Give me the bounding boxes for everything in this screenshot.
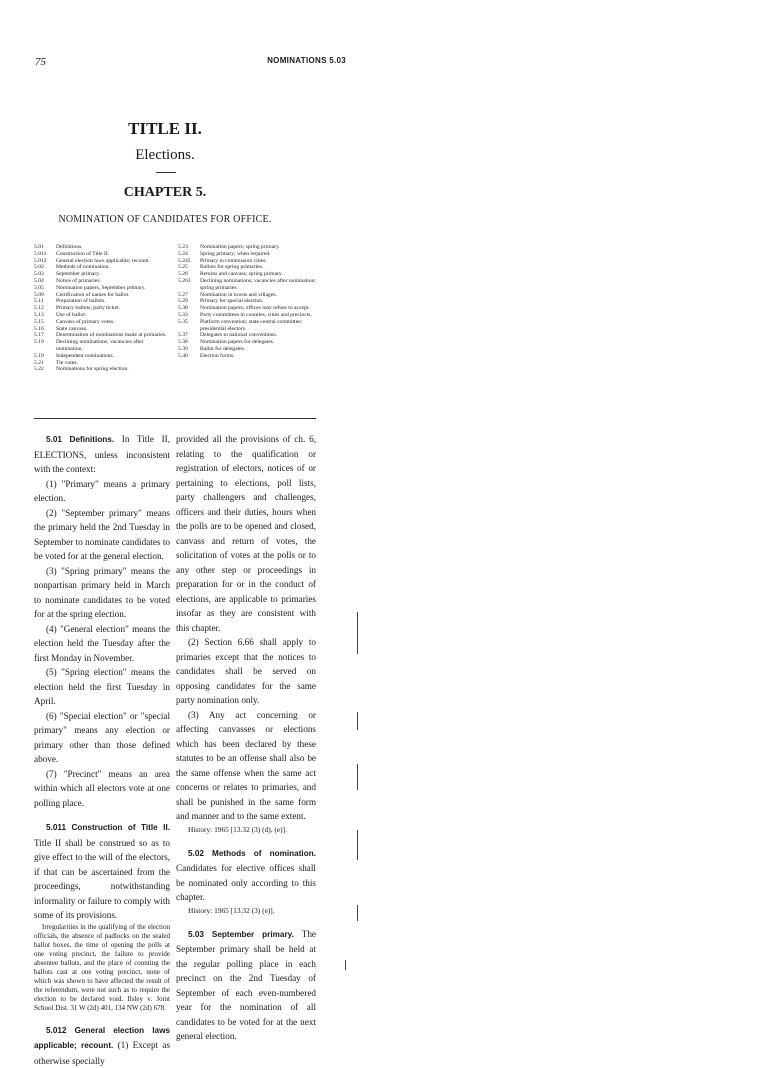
toc-section-number: 5.03	[34, 271, 44, 278]
toc-section-title: Nomination papers for delegates.	[200, 339, 275, 346]
toc-section-number: 5.27	[178, 291, 188, 298]
definition: (6) "Special election" or "special primary" means any election or primary other than those defined above.	[34, 710, 170, 764]
toc-section-title: Ballots for spring primaries.	[200, 264, 264, 271]
left-column	[34, 432, 170, 1068]
toc-left	[34, 244, 170, 373]
toc-section-title: Primary ballots; party ticket.	[56, 305, 121, 312]
toc-divider	[34, 418, 316, 419]
toc-section-number: 5.11	[34, 298, 44, 305]
section-text: Candidates for elective offices shall be nominated only according to this chapter.	[176, 863, 316, 902]
annotation-note: Irregularities in the qualifying of the election officials, the absence of padlocks on the sealed ballot boxes, the time of opening the polls at one voting precinct, the failure to provide absentee ballots, and the place of counting the ballots cast at one voting precinct, none of which was shown to have affected the result of the referendum, were not such as to require the election to be declared void. Ilsley v. Joint School Dist. 31 W (2d) 401, 134 NW (2d) 678.	[34, 922, 170, 1012]
toc-section-number: 5.39	[178, 345, 188, 352]
toc-section-number: 5.05	[34, 284, 44, 291]
toc-entry	[178, 278, 316, 292]
toc-section-title: Notice of primaries.	[56, 277, 101, 284]
toc-entry	[34, 312, 170, 319]
toc-section-number: 5.245	[178, 257, 191, 264]
toc-section-title: Construction of Title II.	[56, 250, 110, 257]
toc-section-number: 5.09	[34, 291, 44, 298]
toc-section-number: 5.24	[178, 250, 188, 257]
toc-section-title: Nominations for spring election.	[56, 366, 129, 373]
definition: (3) "Spring primary" means the nonpartisan primary held in March to nominate candidates to be voted for at the spring election.	[34, 565, 170, 619]
definition: (5) "Spring election" means the election held the first Tuesday in April.	[34, 667, 170, 706]
toc-section-title: Election forms.	[200, 352, 235, 359]
toc-section-title: Declining nominations; vacancies after nomination.	[56, 339, 144, 352]
section-text: The September primary shall be held at the regular polling place in each precinct on the 2nd Tuesday of September of each even-numbered year for the nomination of all candidates to be voted for at the next general election.	[176, 928, 316, 1041]
title-heading: TITLE II.	[128, 119, 202, 138]
toc-section-title: Returns and canvass; spring primary.	[200, 271, 283, 278]
toc-entry	[178, 251, 316, 258]
section-heading: 5.02 Methods of nomination.	[188, 848, 316, 858]
toc-section-number: 5.13	[34, 311, 44, 318]
section-text: (2) Section 6.66 shall apply to primaries except that the notices to candidates shall be served on opposing candidates for the same party nomination only.	[176, 637, 316, 705]
toc-section-title: Platform convention; state central committee; presidential electors.	[200, 318, 303, 332]
toc-entry	[34, 244, 170, 251]
toc-section-title: Definitions.	[56, 244, 83, 250]
toc-section-title: September primary.	[56, 271, 101, 278]
toc-entry	[178, 319, 316, 333]
definition: (7) "Precinct" means an area within which all electors vote at one polling place.	[34, 768, 170, 808]
toc-entry	[34, 285, 170, 292]
toc-section-number: 5.02	[34, 264, 44, 271]
toc-section-number: 5.29	[178, 298, 188, 305]
toc-entry	[178, 339, 316, 346]
toc-section-number: 5.25	[178, 264, 188, 271]
margin-mark	[357, 905, 358, 921]
toc-entry	[178, 353, 316, 360]
toc-section-number: 5.19	[34, 352, 44, 359]
toc-section-title: Certification of names for ballot.	[56, 291, 130, 298]
section-text: provided all the provisions of ch. 6, relating to the qualification or registration of electors, notices of or pertaining to elections, poll lists, party challengers and challenges, officers and their duties, hours when the polls are to be opened and closed, canvass and return of votes, the solicitation of votes at the polls or to any other step or proceedings in preparation for or in the conduct of elections, are applicable to primaries insofar as they are consistent with this chapter.	[176, 434, 316, 633]
toc-section-title: Independent nominations.	[56, 352, 115, 359]
chapter-subtitle: NOMINATION OF CANDIDATES FOR OFFICE.	[58, 214, 272, 225]
toc-entry	[34, 278, 170, 285]
toc-right	[178, 244, 316, 360]
definition: (1) "Primary" means a primary election.	[34, 478, 170, 503]
toc-entry	[34, 319, 170, 326]
toc-section-title: Tie votes.	[56, 359, 78, 366]
toc-section-number: 5.26	[178, 271, 188, 278]
toc-section-title: Nomination papers, September primary.	[56, 284, 146, 291]
history-note: History: 1965 [13.32 (3) (d), (e)].	[188, 824, 287, 834]
right-column	[176, 432, 316, 1044]
toc-section-number: 5.35	[178, 318, 188, 325]
toc-entry	[34, 264, 170, 271]
toc-entry	[178, 264, 316, 271]
toc-section-number: 5.22	[34, 366, 44, 373]
toc-entry	[34, 366, 170, 373]
toc-section-number: 5.40	[178, 352, 188, 359]
toc-section-number: 5.16	[34, 325, 44, 332]
section-heading: 5.03 September primary.	[188, 929, 294, 939]
toc-section-number: 5.15	[34, 318, 44, 325]
toc-section-number: 5.04	[34, 277, 44, 284]
toc-section-title: Preparation of ballots.	[56, 298, 106, 305]
toc-entry	[178, 346, 316, 353]
toc-section-number: 5.12	[34, 305, 44, 312]
margin-mark	[357, 764, 358, 790]
running-head: NOMINATIONS 5.03	[267, 56, 346, 65]
toc-section-number: 5.011	[34, 250, 47, 257]
toc-entry	[178, 305, 316, 312]
toc-section-number: 5.38	[178, 339, 188, 346]
toc-entry	[34, 353, 170, 360]
toc-section-title: Nomination papers; offices may refuse to accept.	[200, 305, 310, 312]
toc-section-number: 5.30	[178, 305, 188, 312]
margin-mark	[357, 612, 358, 654]
toc-section-title: Methods of nomination.	[56, 264, 110, 271]
toc-section-title: Primary in commission cities.	[200, 257, 267, 264]
toc-section-title: Canvass of primary votes.	[56, 318, 115, 325]
margin-mark	[357, 712, 358, 730]
chapter-heading: CHAPTER 5.	[123, 185, 207, 200]
toc-section-title: Spring primary; when required.	[200, 250, 271, 257]
toc-section-number: 5.012	[34, 257, 47, 264]
toc-section-number: 5.33	[178, 311, 188, 318]
toc-entry	[34, 305, 170, 312]
toc-section-number: 5.263	[178, 277, 191, 284]
page-number: 75	[35, 56, 46, 68]
margin-mark	[345, 960, 346, 970]
toc-entry	[34, 339, 170, 353]
toc-section-title: Use of ballot.	[56, 311, 87, 318]
section-heading: 5.012 General election laws applicable; recount.	[34, 1025, 170, 1050]
toc-entry	[178, 244, 316, 251]
toc-section-title: Declining nominations; vacancies after nomination; spring primaries.	[200, 277, 316, 291]
toc-section-title: Ballot for delegates.	[200, 345, 246, 352]
toc-section-number: 5.21	[34, 359, 44, 366]
toc-entry	[34, 271, 170, 278]
history-note: History: 1965 [13.32 (3) (e)].	[188, 905, 275, 915]
title-dash	[156, 172, 176, 173]
toc-section-number: 5.23	[178, 244, 188, 250]
margin-mark	[357, 830, 358, 860]
toc-section-title: General election laws applicable; recount.	[56, 257, 150, 264]
toc-section-number: 5.17	[34, 332, 44, 339]
toc-section-number: 5.01	[34, 244, 44, 250]
section-heading: 5.01 Definitions.	[46, 435, 115, 444]
subtitle-heading: Elections.	[135, 147, 195, 163]
toc-entry	[178, 312, 316, 319]
toc-section-title: Nomination papers; spring primary.	[200, 244, 280, 250]
toc-entry	[34, 298, 170, 305]
toc-section-title: Party committees in counties, cities and precincts.	[200, 311, 312, 318]
toc-section-number: 5.37	[178, 332, 188, 339]
toc-section-number: 5.19	[34, 339, 44, 346]
section-heading: 5.011 Construction of Title II.	[46, 823, 170, 832]
section-text: In Title II, ELECTIONS, unless inconsistent with the context:	[34, 434, 170, 474]
section-text: Title II shall be construed so as to give effect to the will of the electors, if that can be ascertained from the proceedings, notwithstanding informality or failure to comply with some of its provisions.	[34, 837, 170, 920]
definition: (4) "General election" means the election held the Tuesday after the first Monday in November.	[34, 623, 170, 663]
section-text: (3) Any act concerning or affecting canvasses or elections which has been declared by these statutes to be an offense shall also be the same offense when the same act concerns or relates to primaries, and shall be punished in the same form and manner and to the same extent.	[176, 709, 316, 821]
toc-entry	[34, 251, 170, 258]
toc-section-title: Nomination in towns and villages.	[200, 291, 277, 298]
toc-entry	[178, 271, 316, 278]
toc-section-title: Primary for special election.	[200, 298, 264, 305]
toc-section-title: Delegates to national conventions.	[200, 332, 278, 339]
definition: (2) "September primary" means the primary held the 2nd Tuesday in September to nominate candidates to be voted for at the general election.	[34, 507, 170, 561]
toc-section-title: State canvass.	[56, 325, 88, 332]
section-text: (1) Except as otherwise specially	[34, 1040, 171, 1066]
toc-section-title: Determination of nominations made at primaries.	[56, 332, 167, 339]
